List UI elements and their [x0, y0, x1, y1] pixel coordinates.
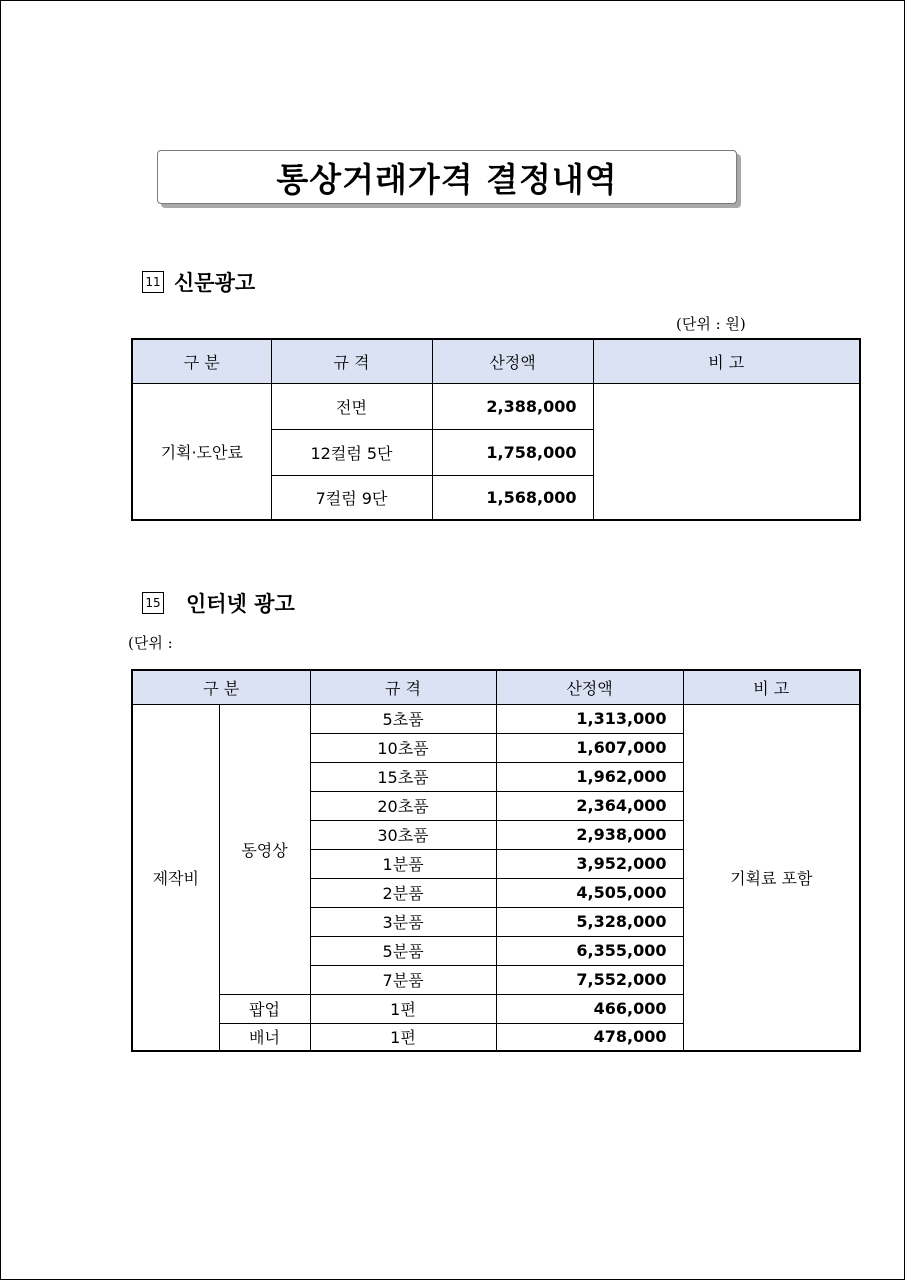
amount-cell: 466,000 — [496, 994, 683, 1023]
subcategory-popup: 팝업 — [219, 994, 310, 1023]
amount-cell: 3,952,000 — [496, 849, 683, 878]
header-category: 구 분 — [132, 670, 310, 704]
header-note: 비 고 — [593, 339, 860, 383]
section2-unit: (단위 : — [128, 634, 173, 652]
table-header-row — [132, 339, 860, 383]
category-cell: 기획·도안료 — [132, 383, 271, 520]
section2-title: 인터넷 광고 — [186, 592, 295, 616]
title-box — [157, 150, 737, 204]
spec-cell: 12컬럼 5단 — [271, 429, 432, 475]
section1-unit: (단위 : 원) — [676, 315, 746, 333]
table-row — [132, 383, 860, 429]
spec-cell: 15초품 — [310, 762, 496, 791]
amount-cell: 2,938,000 — [496, 820, 683, 849]
spec-cell: 전면 — [271, 383, 432, 429]
header-amount: 산정액 — [432, 339, 593, 383]
header-category: 구 분 — [132, 339, 271, 383]
header-spec: 규 격 — [310, 670, 496, 704]
spec-cell: 5분품 — [310, 936, 496, 965]
note-cell — [593, 383, 860, 520]
amount-cell: 1,758,000 — [432, 429, 593, 475]
spec-cell: 2분품 — [310, 878, 496, 907]
amount-cell: 1,962,000 — [496, 762, 683, 791]
section1-title: 신문광고 — [174, 271, 256, 295]
spec-cell: 7분품 — [310, 965, 496, 994]
amount-cell: 2,364,000 — [496, 791, 683, 820]
newspaper-ad-table — [131, 338, 861, 521]
subcategory-video: 동영상 — [219, 704, 310, 994]
spec-cell: 1분품 — [310, 849, 496, 878]
amount-cell: 4,505,000 — [496, 878, 683, 907]
spec-cell: 10초품 — [310, 733, 496, 762]
header-note: 비 고 — [683, 670, 860, 704]
table-row — [132, 704, 860, 733]
amount-cell: 2,388,000 — [432, 383, 593, 429]
spec-cell: 3분품 — [310, 907, 496, 936]
section2-number: 15 — [142, 592, 164, 614]
amount-cell: 1,568,000 — [432, 475, 593, 520]
spec-cell: 7컬럼 9단 — [271, 475, 432, 520]
spec-cell: 20초품 — [310, 791, 496, 820]
spec-cell: 30초품 — [310, 820, 496, 849]
section2-heading — [142, 588, 295, 618]
amount-cell: 5,328,000 — [496, 907, 683, 936]
spec-cell: 1편 — [310, 1023, 496, 1051]
amount-cell: 7,552,000 — [496, 965, 683, 994]
category-cell: 제작비 — [132, 704, 219, 1051]
subcategory-banner: 배너 — [219, 1023, 310, 1051]
section1-number: 11 — [142, 271, 164, 293]
amount-cell: 478,000 — [496, 1023, 683, 1051]
section1-heading — [142, 267, 255, 297]
table-header-row — [132, 670, 860, 704]
internet-ad-table — [131, 669, 861, 1052]
amount-cell: 6,355,000 — [496, 936, 683, 965]
header-spec: 규 격 — [271, 339, 432, 383]
note-cell: 기획료 포함 — [683, 704, 860, 1051]
amount-cell: 1,313,000 — [496, 704, 683, 733]
spec-cell: 5초품 — [310, 704, 496, 733]
spec-cell: 1편 — [310, 994, 496, 1023]
page-title: 통상거래가격 결정내역 — [276, 159, 618, 199]
amount-cell: 1,607,000 — [496, 733, 683, 762]
header-amount: 산정액 — [496, 670, 683, 704]
